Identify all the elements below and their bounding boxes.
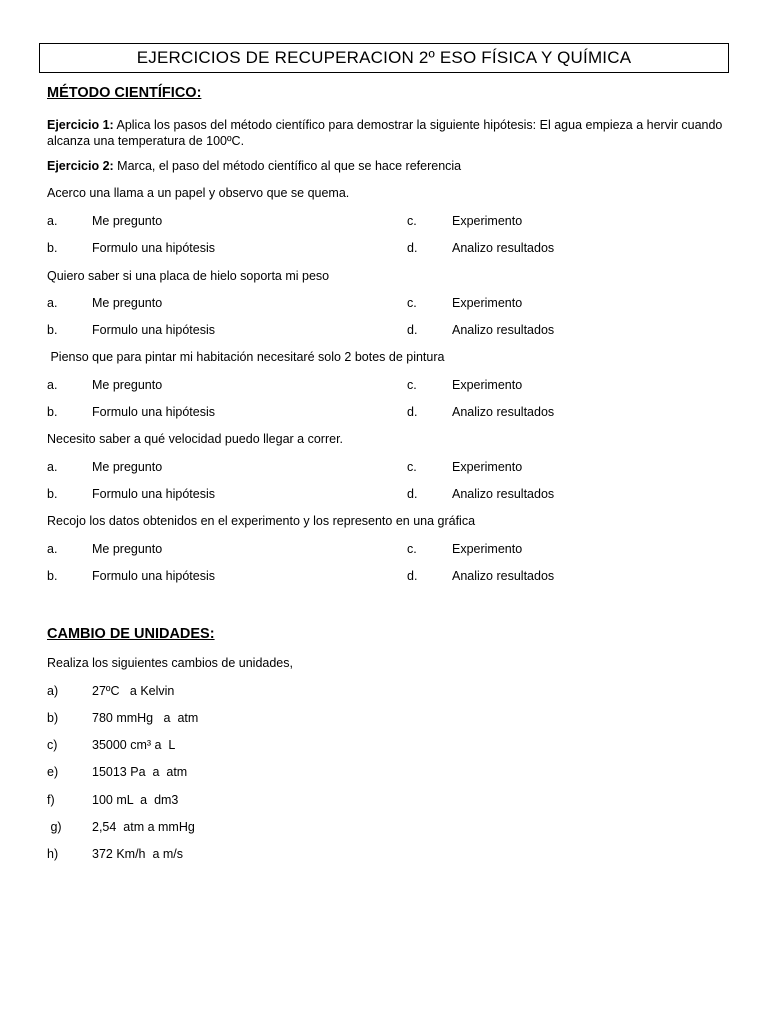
option-letter-c: c. [407, 542, 417, 556]
option-letter-c: c. [407, 460, 417, 474]
option-d: Analizo resultados [452, 569, 555, 583]
conversion-label: h) [47, 847, 59, 861]
ejercicio-1 [47, 117, 727, 149]
option-a: Me pregunto [92, 214, 163, 228]
conversion-item [47, 793, 547, 809]
ejercicio-1-label: Ejercicio 1: [47, 118, 114, 132]
conversion-item [47, 847, 547, 863]
conversion-text: 2,54 atm a mmHg [92, 820, 195, 834]
ejercicio-2-label: Ejercicio 2: [47, 159, 114, 173]
conversion-label: g) [47, 820, 62, 834]
conversion-item [47, 684, 547, 700]
option-row-ac [47, 378, 727, 394]
option-b: Formulo una hipótesis [92, 323, 215, 337]
page-title: EJERCICIOS DE RECUPERACION 2º ESO FÍSICA Y QUÍMICA [136, 48, 632, 67]
option-c: Experimento [452, 378, 523, 392]
conversion-text: 100 mL a dm3 [92, 793, 179, 807]
conversion-item [47, 711, 547, 727]
option-c: Experimento [452, 296, 523, 310]
option-letter-b: b. [47, 569, 58, 583]
option-row-ac [47, 214, 727, 230]
option-letter-a: a. [47, 296, 58, 310]
conversion-label: a) [47, 684, 59, 698]
option-row-bd [47, 405, 727, 421]
option-row-bd [47, 569, 727, 585]
option-row-ac [47, 542, 727, 558]
conversion-item [47, 820, 547, 836]
option-row-bd [47, 487, 727, 503]
option-letter-a: a. [47, 542, 58, 556]
option-letter-c: c. [407, 378, 417, 392]
option-letter-a: a. [47, 214, 58, 228]
ejercicio-2-text: Marca, el paso del método científico al que se hace referencia [113, 159, 462, 173]
option-b: Formulo una hipótesis [92, 569, 215, 583]
option-c: Experimento [452, 542, 523, 556]
conversion-text: 15013 Pa a atm [92, 765, 188, 779]
conversion-label: c) [47, 738, 58, 752]
option-c: Experimento [452, 214, 523, 228]
option-row-ac [47, 296, 727, 312]
conversion-text: 372 Km/h a m/s [92, 847, 184, 861]
option-letter-b: b. [47, 405, 58, 419]
conversion-item [47, 765, 547, 781]
option-a: Me pregunto [92, 296, 163, 310]
option-letter-d: d. [407, 323, 418, 337]
question-statement: Quiero saber si una placa de hielo soporta mi peso [47, 269, 330, 283]
option-letter-a: a. [47, 460, 58, 474]
option-b: Formulo una hipótesis [92, 405, 215, 419]
option-b: Formulo una hipótesis [92, 241, 215, 255]
option-b: Formulo una hipótesis [92, 487, 215, 501]
option-letter-b: b. [47, 241, 58, 255]
option-letter-c: c. [407, 214, 417, 228]
question-statement: Necesito saber a qué velocidad puedo llegar a correr. [47, 432, 344, 446]
question-statement: Recojo los datos obtenidos en el experimento y los represento en una gráfica [47, 514, 476, 528]
option-letter-d: d. [407, 569, 418, 583]
option-c: Experimento [452, 460, 523, 474]
option-a: Me pregunto [92, 460, 163, 474]
option-d: Analizo resultados [452, 241, 555, 255]
conversion-text: 35000 cm³ a L [92, 738, 176, 752]
option-row-ac [47, 460, 727, 476]
option-a: Me pregunto [92, 542, 163, 556]
option-letter-b: b. [47, 487, 58, 501]
option-row-bd [47, 323, 727, 339]
option-d: Analizo resultados [452, 323, 555, 337]
option-d: Analizo resultados [452, 487, 555, 501]
conversion-label: e) [47, 765, 59, 779]
option-letter-d: d. [407, 487, 418, 501]
conversion-text: 780 mmHg a atm [92, 711, 199, 725]
option-letter-a: a. [47, 378, 58, 392]
question-statement: Acerco una llama a un papel y observo que se quema. [47, 186, 350, 200]
option-row-bd [47, 241, 727, 257]
section-heading-unidades: CAMBIO DE UNIDADES: [47, 626, 215, 642]
conversion-label: f) [47, 793, 55, 807]
option-d: Analizo resultados [452, 405, 555, 419]
conversion-label: b) [47, 711, 59, 725]
unidades-intro: Realiza los siguientes cambios de unidades, [47, 656, 293, 670]
option-letter-b: b. [47, 323, 58, 337]
conversion-item [47, 738, 547, 754]
ejercicio-2 [47, 159, 461, 173]
option-letter-c: c. [407, 296, 417, 310]
ejercicio-1-text: Aplica los pasos del método científico para demostrar la siguiente hipótesis: El agua empieza a hervir cuando alcanza una temperatura de 100ºC. [47, 118, 723, 148]
page-title-box [39, 43, 729, 73]
section-heading-metodo: MÉTODO CIENTÍFICO: [47, 85, 202, 101]
question-statement: Pienso que para pintar mi habitación necesitaré solo 2 botes de pintura [47, 350, 445, 364]
option-letter-d: d. [407, 405, 418, 419]
option-a: Me pregunto [92, 378, 163, 392]
conversion-text: 27ºC a Kelvin [92, 684, 175, 698]
option-letter-d: d. [407, 241, 418, 255]
